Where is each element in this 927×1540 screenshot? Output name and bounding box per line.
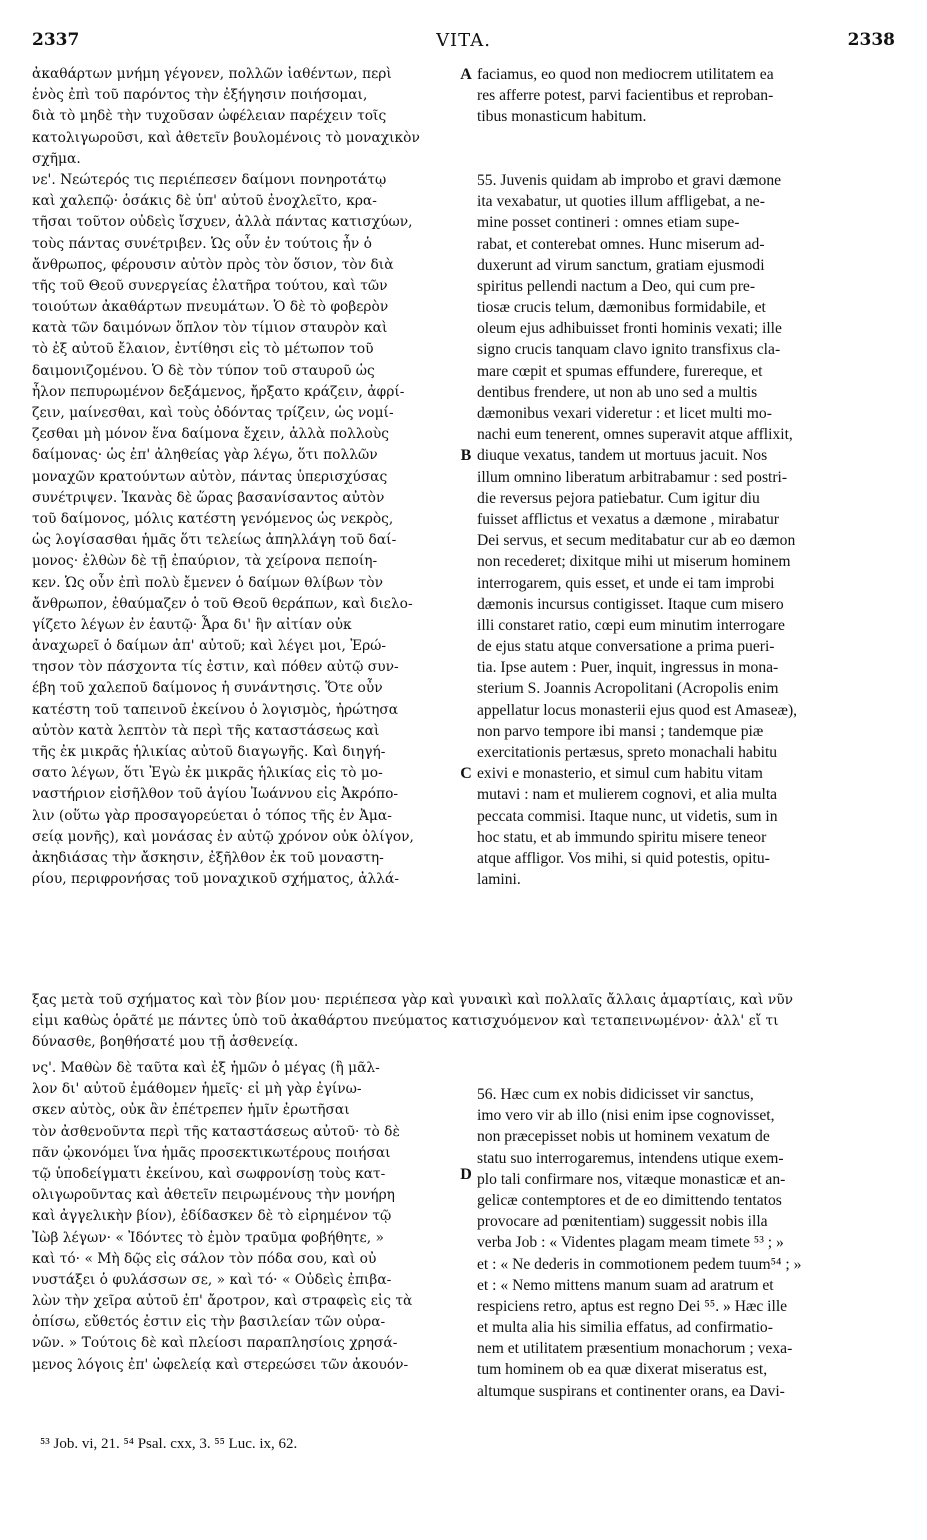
text-line: et multa alia his similia effatus, ad confirmatio- xyxy=(477,1319,773,1337)
text-line: verba Job : « Videntes plagam meam timete ⁵³ ; » xyxy=(477,1234,784,1252)
text-line: peccata commisi. Itaque nunc, ut videtis, sum in xyxy=(477,807,778,825)
text-line: τῷ ὑποδείγματι ἐκείνου, καὶ σωφρονίσῃ τοὺς κατ- xyxy=(32,1165,386,1182)
text-line: ἧλον πεπυρωμένον δεξάμενος, ἤρξατο κράζειν, ἀφρί- xyxy=(32,383,405,400)
text-line: mine posset contineri : omnes etiam supe- xyxy=(477,214,740,232)
text-line: statu suo interrogaremus, intendens utique exem- xyxy=(477,1149,784,1167)
text-line: et : « Nemo mittens manum suam ad aratrum et xyxy=(477,1276,774,1294)
text-line: αὐτὸν κατὰ λεπτὸν τὰ περὶ τῆς καταστάσεως καὶ xyxy=(32,722,380,739)
text-line xyxy=(477,149,895,170)
text-line: sterium S. Joannis Acropolitani (Acropolis enim xyxy=(477,680,779,698)
text-line: provocare ad pœnitentiam) suggessit nobis illa xyxy=(477,1213,768,1231)
text-line: κατέστη τοῦ ταπεινοῦ ἐκείνου ὁ λογισμὸς, ἠρώτησα xyxy=(32,701,399,718)
text-line: imo vero vir ab illo (nisi enim ipse cognovisset, xyxy=(477,1107,775,1125)
text-line: diuque vexatus, tandem ut mortuus jacuit. Nos xyxy=(477,447,768,465)
text-line: 55. Juvenis quidam ab improbo et gravi dæmone xyxy=(477,171,782,189)
text-line: de ejus statu atque conversatione a prima pueri- xyxy=(477,638,775,656)
text-line: ἑνὸς ἐπὶ τοῦ παρόντος τὴν ἐξήγησιν ποιήσομαι, xyxy=(32,87,368,104)
text-line: δύνασθε, βοηθήσατέ μου τῇ ἀσθενείᾳ. xyxy=(32,1034,299,1051)
text-line: γίζετο λέγων ἐν ἑαυτῷ· Ἆρα δι' ἣν αἰτίαν οὐκ xyxy=(32,616,352,633)
text-line: ἀκηδιάσας τὴν ἄσκησιν, ἐξῆλθον ἐκ τοῦ μοναστη- xyxy=(32,849,384,866)
page-number-right: 2338 xyxy=(847,30,895,50)
text-line: altumque suspirans et continenter orans, ea Davi- xyxy=(477,1382,785,1400)
text-line: κατὰ τῶν δαιμόνων ὅπλον τὸν τίμιον σταυρὸν καὶ xyxy=(32,320,388,337)
text-line: dentibus frendere, ut non ab uno sed a multis xyxy=(477,383,758,401)
text-line: μονος· ἐλθὼν δὲ τῇ ἐπαύριον, τὰ χείρονα πεποίη- xyxy=(32,553,378,570)
text-line: faciamus, eo quod non mediocrem utilitatem ea xyxy=(477,66,774,83)
text-line: ἀκαθάρτων μνήμη γέγονεν, πολλῶν ἰαθέντων, περὶ xyxy=(32,66,392,82)
latin-column-top xyxy=(477,64,895,890)
text-line: ἄνθρωπον, ἐθαύμαζεν ὁ τοῦ Θεοῦ θεράπων, καὶ διελο- xyxy=(32,595,413,612)
text-line: κατολιγωροῦσι, καὶ ἀθετεῖν βουλομένοις τὸ μοναχικὸν xyxy=(32,129,420,146)
text-line: ἄνθρωπος, φέρουσιν αὐτὸν πρὸς τὸν ὅσιον, τὸν διὰ xyxy=(32,256,394,273)
text-line: σατο λέγων, ὅτι Ἐγὼ ἐκ μικρᾶς ἡλικίας εἰς τὸ μο- xyxy=(32,765,383,782)
text-line: κεν. Ὡς οὖν ἐπὶ πολὺ ἔμενεν ὁ δαίμων θλίβων τὸν xyxy=(32,574,383,591)
text-line: non parvo tempore ibi mansi ; tandemque piæ xyxy=(477,722,764,740)
latin-column-bottom xyxy=(477,1084,895,1402)
greek-column-bottom xyxy=(32,1058,456,1376)
text-line: μενος λόγοις ἐπ' ὠφελείᾳ καὶ στερεώσει τῶν ἀκουόν- xyxy=(32,1356,409,1373)
text-line: tum hominem ob ea quæ dixerat miseratus est, xyxy=(477,1361,768,1379)
text-line: ναστήριον εἰσῆλθον τοῦ ἁγίου Ἰωάννου εἰς Ἀκρόπο- xyxy=(32,786,399,803)
text-line: πᾶν ᾠκονόμει ἵνα ἡμᾶς προσεκτικωτέρους ποιήσαι xyxy=(32,1144,391,1161)
text-line: nachi eum tenerent, omnes superavit atque afflixit, xyxy=(477,426,793,444)
text-line: καὶ ἀγγελικὴν βίον), ἐδίδασκεν δὲ τὸ εἰρημένον τῷ xyxy=(32,1208,392,1225)
text-line: ολιγωροῦντας καὶ ἀθετεῖν πειρωμένους τὴν μονήρη xyxy=(32,1187,395,1204)
text-line: plo tali confirmare nos, vitæque monasticæ et an- xyxy=(477,1170,786,1188)
text-line: νυστάξει ὁ φυλάσσων σε, » καὶ τό· « Οὐδεὶς ἐπιβα- xyxy=(32,1271,392,1288)
text-line: atque affligor. Vos mihi, si quid potestis, opitu- xyxy=(477,849,770,867)
text-line: die reversus pejora patiebatur. Cum igitur diu xyxy=(477,489,760,507)
text-line: ζεσθαι μὴ μόνον ἕνα δαίμονα ἔχειν, ἀλλὰ πολλοὺς xyxy=(32,426,389,443)
text-line: τοὺς πάντας συνέτριβεν. Ὡς οὖν ἐν τούτοις ἦν ὁ xyxy=(32,235,372,252)
text-line: τοιούτων ἀκαθάρτων πνευμάτων. Ὁ δὲ τὸ φοβερὸν xyxy=(32,299,389,316)
text-line: ἀναχωρεῖ ὁ δαίμων ἀπ' αὐτοῦ; καὶ λέγει μοι, Ἐρώ- xyxy=(32,638,387,655)
text-line: gelicæ contemptores et de eo dimittendo tentatos xyxy=(477,1191,782,1209)
text-line: 56. Hæc cum ex nobis didicisset vir sanctus, xyxy=(477,1086,754,1103)
text-line: lamini. xyxy=(477,871,521,889)
greek-column-top xyxy=(32,64,456,890)
text-line: tibus monasticum habitum. xyxy=(477,108,647,126)
text-line: illi constaret ratio, cœpi eum minutim interrogare xyxy=(477,616,785,634)
text-line: interrogarem, quis esset, et unde ei tam improbi xyxy=(477,574,775,592)
text-line: δαιμονιζομένου. Ὁ δὲ τὸν τύπον τοῦ σταυροῦ ὡς xyxy=(32,362,375,379)
text-line: τὸ ἐξ αὐτοῦ ἔλαιον, ἐντίθησι εἰς τὸ μέτωπον τοῦ xyxy=(32,341,374,358)
margin-marker-a: A xyxy=(460,66,472,83)
text-line xyxy=(477,128,895,149)
footnotes: ⁵³ Job. vi, 21. ⁵⁴ Psal. cxx, 3. ⁵⁵ Luc. ix, 62. xyxy=(40,1436,298,1452)
text-line: καὶ τό· « Μὴ δῷς εἰς σάλον τὸν πόδα σου, καὶ οὐ xyxy=(32,1250,377,1267)
text-line: μοναχῶν κρατούντων αὐτὸν, πάντας ὑπερισχύσας xyxy=(32,468,388,485)
text-line: σχῆμα. xyxy=(32,150,81,167)
text-line: τῆς ἐκ μικρᾶς ἡλικίας αὐτοῦ διαγωγῆς. Καὶ διηγή- xyxy=(32,744,386,760)
text-line: Dei servus, et secum meditabatur cur ab eo dæmon xyxy=(477,532,796,550)
text-line: διὰ τὸ μηδὲ τὴν τυχοῦσαν ὠφέλειαν παρέχειν τοῖς xyxy=(32,108,387,125)
text-line: έβη τοῦ χαλεποῦ δαίμονος ἡ συνάντησις. Ὅτε οὖν xyxy=(32,680,383,697)
margin-marker-b: B xyxy=(460,447,472,464)
text-line: συνέτριψεν. Ἱκανὰς δὲ ὥρας βασανίσαντος αὐτὸν xyxy=(32,489,385,506)
text-line: dæmonis incursus contigisset. Itaque cum misero xyxy=(477,595,784,613)
text-line: mare cœpit et spumas effundere, furereque, et xyxy=(477,362,763,380)
text-line: non præcepisset nobis ut hominem vexatum de xyxy=(477,1128,770,1146)
text-line: σκεν αὐτὸς, οὐκ ἂν ἐπέτρεπεν ἡμῖν ἐρωτῆσαι xyxy=(32,1102,350,1119)
text-line: duxerunt ad virum sanctum, gratiam ejusmodi xyxy=(477,256,765,274)
text-line: exivi e monasterio, et simul cum habitu vitam xyxy=(477,765,763,783)
text-line: respiciens retro, aptus est regno Dei ⁵⁵. » Hæc ille xyxy=(477,1297,788,1315)
text-line: nem et utilitatem præsentium monachorum ; vexa- xyxy=(477,1340,793,1358)
text-line: δαίμονας· ὡς ἐπ' ἀληθείας γὰρ λέγω, ὅτι πολλῶν xyxy=(32,447,378,464)
text-line: res afferre potest, parvi facientibus et reproban- xyxy=(477,87,774,105)
text-line: mutavi : nam et mulierem cognovi, et alia multa xyxy=(477,786,778,804)
text-line: ρίου, περιφρονήσας τοῦ μοναχικοῦ σχήματος, ἀλλά- xyxy=(32,871,400,888)
text-line: oleum ejus adhibuisset fronti hominis vexati; ille xyxy=(477,320,782,338)
text-line: λον δι' αὐτοῦ ἐμάθομεν ἡμεῖς· εἰ μὴ γὰρ ἐγίνω- xyxy=(32,1081,362,1098)
text-line: hoc statu, et ab immundo spiritu misere teneor xyxy=(477,828,767,846)
text-line: εἰμι καθὼς ὁρᾶτέ με πάντες ὑπὸ τοῦ ἀκαθάρτου πνεύματος κατισχυόμενον καὶ τεταπεινωμένον· ἀλλ' εἴ τι xyxy=(32,1013,779,1030)
text-line: tiosæ crucis telum, dæmonibus formidabile, et xyxy=(477,299,766,317)
text-line: illum omnino liberatum arbitrabamur : sed postri- xyxy=(477,468,788,486)
text-line: νς'. Μαθὼν δὲ ταῦτα καὶ ἐξ ἡμῶν ὁ μέγας (ἢ μᾶλ- xyxy=(32,1060,380,1076)
text-line: fuisset afflictus et vexatus a dæmone , mirabatur xyxy=(477,510,779,528)
margin-marker-d: D xyxy=(460,1166,472,1183)
running-title: VITA. xyxy=(436,30,491,51)
text-line: appellatur locus monasterii ejus quod est Amaseæ), xyxy=(477,701,798,719)
text-line: ὀπίσω, εὔθετός ἐστιν εἰς τὴν βασιλείαν τῶν οὐρα- xyxy=(32,1314,386,1331)
text-line: et : « Ne dederis in commotionem pedem tuum⁵⁴ ; » xyxy=(477,1255,802,1273)
text-line: Ἰὼβ λέγων· « Ἰδόντες τὸ ἐμὸν τραῦμα φοβήθητε, » xyxy=(32,1229,384,1246)
text-line: τῆς τοῦ Θεοῦ συνεργείας ἐλατῆρα τούτου, καὶ τῶν xyxy=(32,277,388,294)
text-line: ξας μετὰ τοῦ σχήματος καὶ τὸν βίον μου· περιέπεσα γὰρ καὶ γυναικὶ καὶ πολλαῖς ἄλλαις ἁμαρτίαις, καὶ νῦν xyxy=(32,992,794,1008)
text-line: exercitationis pertæsus, spreto monachali habitu xyxy=(477,744,778,761)
text-line: νῶν. » Τούτοις δὲ καὶ πλείοσι παραπλησίοις χρησά- xyxy=(32,1335,398,1352)
text-line: καὶ χαλεπῷ· ὁσάκις δὲ ὑπ' αὐτοῦ ἐνοχλεῖτο, κρα- xyxy=(32,193,377,210)
text-line: σείᾳ μονῆς), καὶ μονάσας ἐν αὐτῷ χρόνον οὐκ ὀλίγον, xyxy=(32,828,414,845)
text-line: νε'. Νεώτερός τις περιέπεσεν δαίμονι πονηροτάτῳ xyxy=(32,171,387,188)
page-number-left: 2337 xyxy=(32,30,80,50)
margin-marker-c: C xyxy=(460,765,472,782)
text-line: τὸν ἀσθενοῦντα περὶ τῆς καταστάσεως αὐτοῦ· τὸ δὲ xyxy=(32,1123,400,1140)
text-line: signo crucis tanquam clavo ignito transfixus cla- xyxy=(477,341,781,359)
text-line: ζειν, μαίνεσθαι, καὶ τοὺς ὀδόντας τρίζειν, ὡς νομί- xyxy=(32,405,394,421)
page-header xyxy=(0,30,927,58)
text-line: dæmonibus vexari videretur : et licet multi mo- xyxy=(477,405,772,422)
text-line: spiritus pellendi nactum a Deo, qui cum pre- xyxy=(477,277,756,295)
text-line: ὡς λογίσασθαι ἡμᾶς ὅτι τελείως ἀπηλλάγη τοῦ δαί- xyxy=(32,532,397,549)
text-line: ita vexabatur, ut quoties illum affligebat, a ne- xyxy=(477,193,765,211)
text-line: τοῦ δαίμονος, μόλις κατέστη γενόμενος ὡς νεκρὸς, xyxy=(32,510,394,527)
text-line: tia. Ipse autem : Puer, inquit, ingressus in mona- xyxy=(477,659,779,677)
text-line: λὼν τὴν χεῖρα αὐτοῦ ἐπ' ἄροτρον, καὶ στραφεὶς εἰς τὰ xyxy=(32,1293,413,1310)
text-line: τῆσαι τοῦτον οὐδεὶς ἴσχυεν, ἀλλὰ πάντας κατισχύων, xyxy=(32,214,413,231)
text-line: rabat, et conterebat omnes. Hunc miserum ad- xyxy=(477,235,765,253)
greek-full-width-text xyxy=(32,990,894,1054)
text-line: τησον τὸν πάσχοντα τίς ἐστιν, καὶ πόθεν αὐτῷ συν- xyxy=(32,659,399,676)
text-line: λιν (οὕτω γὰρ προσαγορεύεται ὁ τόπος τῆς ἐν Ἀμα- xyxy=(32,807,392,824)
text-line: non recederet; dixitque mihi ut miserum hominem xyxy=(477,553,791,571)
